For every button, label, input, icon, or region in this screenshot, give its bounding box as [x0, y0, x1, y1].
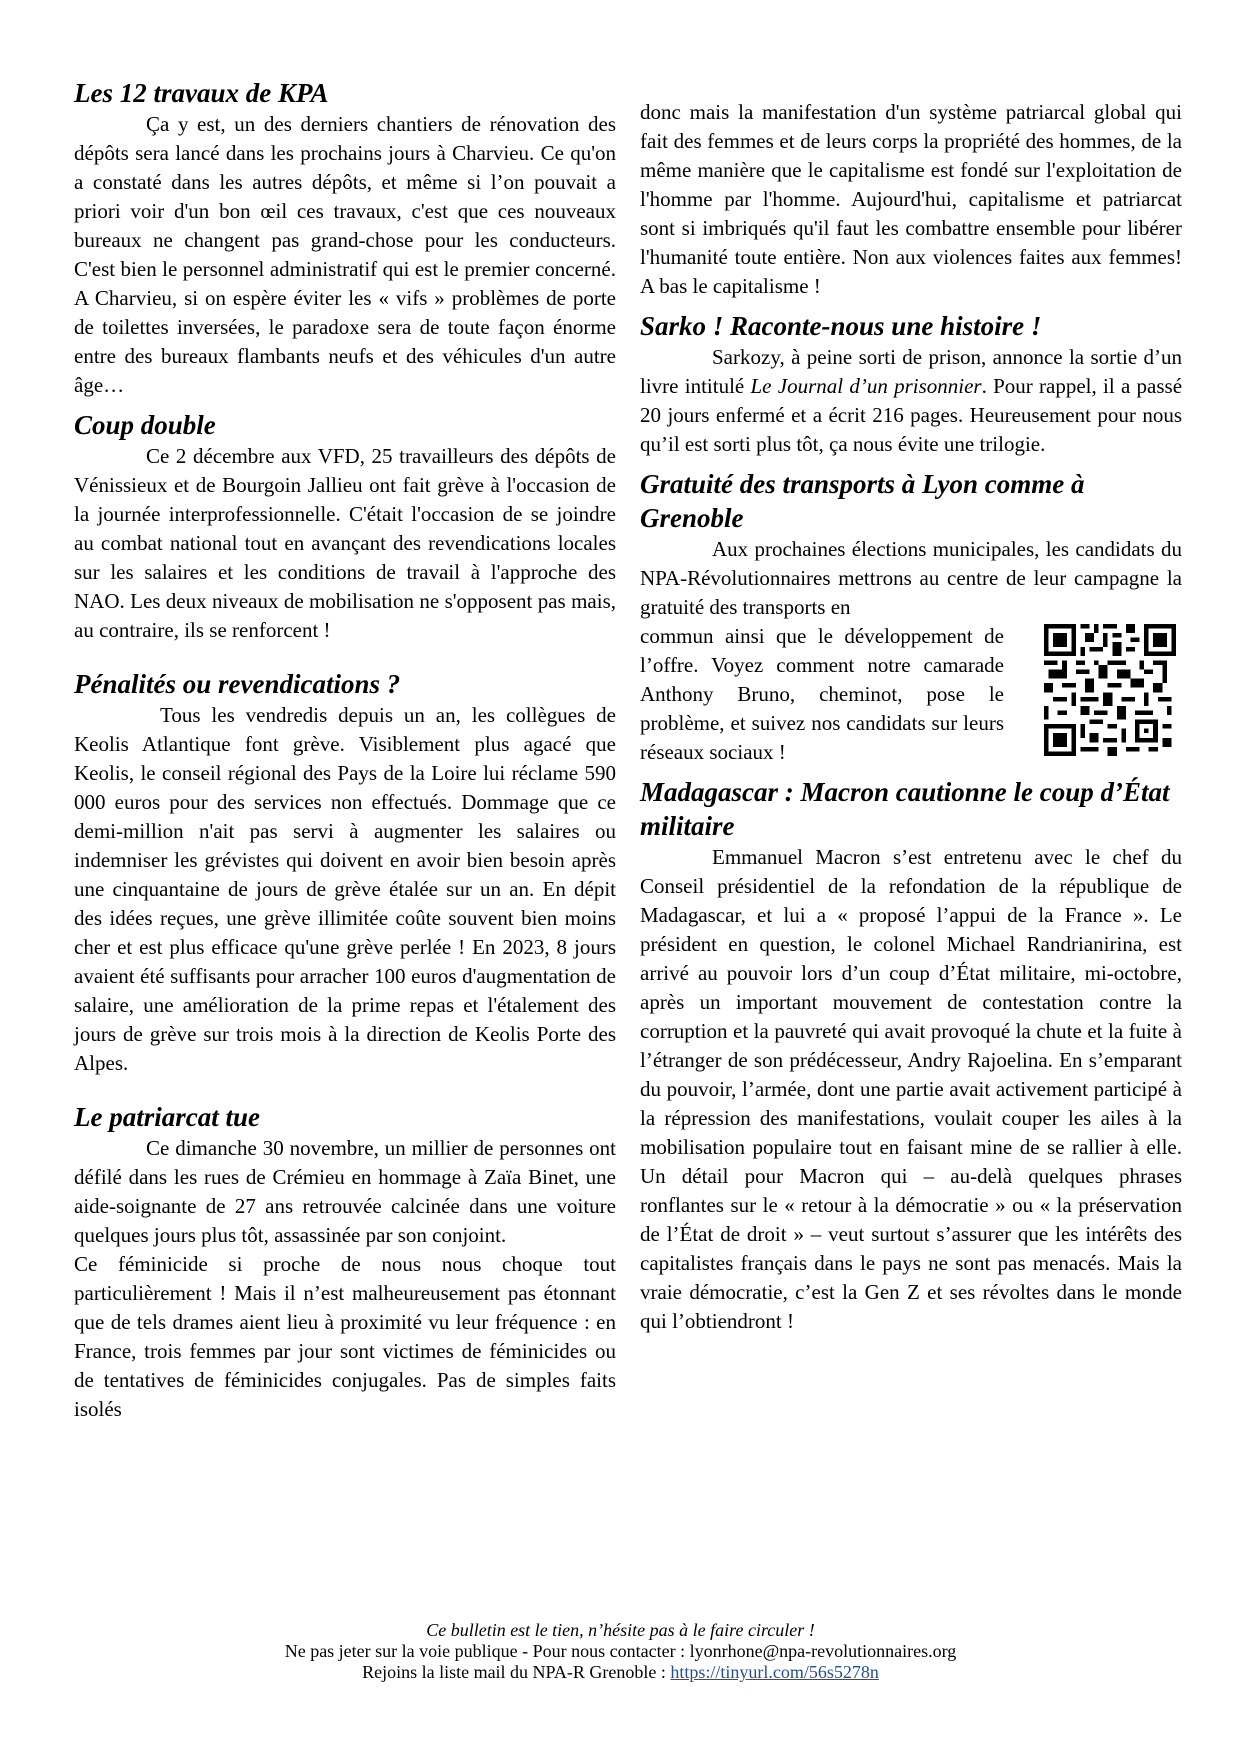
article-body: Ce dimanche 30 novembre, un millier de personnes ont défilé dans les rues de Crémieu en hommage à Zaïa Binet, une aide-soignante de 27 ans retrouvée calcinée dans une voiture quelques jours plus tôt, assassinée par son conjoint.: [74, 1136, 616, 1247]
qr-block: [640, 622, 1182, 767]
article-title: Les 12 travaux de KPA: [74, 78, 329, 108]
article-penalites: [74, 667, 616, 1078]
article-body: Ce 2 décembre aux VFD, 25 travailleurs des dépôts de Vénissieux et de Bourgoin Jallieu ont fait grève à l'occasion de la journée interprofessionnelle. C'était l'occasion de se joindre au combat national tout en avançant des revendications locales sur les salaires et les conditions de travail à l'approche des NAO. Les deux niveaux de mobilisation ne s'opposent pas mais, au contraire, ils se renforcent !: [74, 444, 616, 642]
article-body: Tous les vendredis depuis un an, les collègues de Keolis Atlantique font grève. Visiblement plus agacé que Keolis, le conseil régional des Pays de la Loire lui réclame 590 000 euros pour des services non effectués. Dommage que ce demi-million n'ait pas servi à augmenter les salaires ou indemniser les grévistes qui doivent en avoir bien besoin après une cinquantaine de jours de grève étalée sur un an. En dépit des idées reçues, une grève illimitée coûte souvent bien moins cher et est plus efficace qu'une grève perlée ! En 2023, 8 jours avaient été suffisants pour arracher 100 euros d'augmentation de salaire, une amélioration de la prime repas et l'étalement des jours de grève sur trois mois à la direction de Keolis Porte des Alpes.: [74, 703, 616, 1075]
article-title: Coup double: [74, 410, 216, 440]
article-body: donc mais la manifestation d'un système patriarcal global qui fait des femmes et de leurs corps la propriété des hommes, de la même manière que le capitalisme est fondé sur l'exploitation de l'homme par l'homme. Aujourd'hui, capitalisme et patriarcat sont si imbriqués qu'il faut les combattre ensemble pour libérer l'humanité toute entière. Non aux violences faites aux femmes! A bas le capitalisme !: [640, 100, 1182, 298]
article-gratuite: [640, 467, 1182, 767]
article-text: Sarkozy, à peine sorti de prison, annonce la sortie d’un livre intitulé: [640, 345, 1182, 398]
article-title: Gratuité des transports à Lyon comme à Grenoble: [640, 469, 1085, 533]
footer-tagline: Ce bulletin est le tien, n’hésite pas à le faire circuler !: [426, 1620, 815, 1640]
article-body: Ça y est, un des derniers chantiers de rénovation des dépôts sera lancé dans les prochains jours à Charvieu. Ce qu'on a constaté dans les autres dépôts, et même si l’on pouvait a priori voir d'un bon œil ces travaux, c'est que ces nouveaux bureaux ne changent pas grand-chose pour les conducteurs. C'est bien le personnel administratif qui est le premier concerné. A Charvieu, si on espère éviter les « vifs » problèmes de porte de toilettes inversées, le paradoxe sera de toute façon énorme entre des bureaux flambants neufs et des véhicules d'un autre âge…: [74, 112, 616, 397]
qr-code-icon[interactable]: [1044, 624, 1176, 756]
article-patriarcat-continued: [640, 98, 1182, 301]
footer-mailing: [0, 1662, 1241, 1683]
article-body: Emmanuel Macron s’est entretenu avec le chef du Conseil présidentiel de la refondation de la république de Madagascar, et lui a « proposé l’appui de la France ». Le président en question, le colonel Michael Randrianirina, est arrivé au pouvoir lors d’un coup d’État militaire, mi-octobre, après un important mouvement de contestation contre la corruption et la pauvreté qui avait provoqué la chute et la fuite à l’étranger de son prédécesseur, Andry Rajoelina. En s’emparant du pouvoir, l’armée, dont une partie avait activement participé à la répression des manifestations, voulait couper les ailes à la mobilisation populaire tout en faisant mine de se rallier à elle. Un détail pour Macron qui – au-delà quelques phrases ronflantes sur le « retour à la démocratie » ou « la préservation de l’État de droit » – veut surtout s’assurer que les intérêts des capitalistes français dans le pays ne sont pas menacés. Mais la vraie démocratie, c’est la Gen Z et ses révoltes dans le monde qui l’obtiendront !: [640, 845, 1182, 1333]
article-sarko: [640, 309, 1182, 459]
right-column: [640, 98, 1182, 1336]
footer-mailing-label: Rejoins la liste mail du NPA-R Grenoble :: [362, 1662, 671, 1682]
article-title: Pénalités ou revendications ?: [74, 669, 401, 699]
article-text: . Pour rappel, il a passé 20 jours enfermé et a écrit 216 pages. Heureusement pour nous qu’il est sorti plus tôt, ça nous évite une trilogie.: [640, 374, 1183, 456]
article-title: Sarko ! Raconte-nous une histoire !: [640, 311, 1042, 341]
article-kpa: [74, 76, 616, 400]
article-body: commun ainsi que le développement de l’offre. Voyez comment notre camarade Anthony Bruno, cheminot, pose le problème, et suivez nos candidats sur leurs réseaux sociaux !: [640, 624, 1004, 764]
article-coup-double: [74, 408, 616, 645]
article-body: [640, 343, 1182, 459]
article-body: Ce féminicide si proche de nous nous choque tout particulièrement ! Mais il n’est malheureusement pas étonnant que de tels drames aient lieu à proximité vu leur fréquence : en France, trois femmes par jour sont victimes de féminicides ou de tentatives de féminicides conjugales. Pas de simples faits isolés: [74, 1252, 616, 1421]
footer-contact: Ne pas jeter sur la voie publique - Pour nous contacter : lyonrhone@npa-revolutionnaires.org: [284, 1641, 957, 1661]
article-title: Le patriarcat tue: [74, 1102, 260, 1132]
article-patriarcat: [74, 1100, 616, 1424]
mailing-list-link[interactable]: https://tinyurl.com/56s5278n: [670, 1662, 879, 1682]
book-title: Le Journal d’un prisonnier: [750, 374, 982, 398]
article-title: Madagascar : Macron cautionne le coup d’État militaire: [640, 777, 1170, 841]
footer: [0, 1620, 1241, 1683]
left-column: [74, 76, 616, 1424]
article-body: Aux prochaines élections municipales, les candidats du NPA-Révolutionnaires mettrons au centre de leur campagne la gratuité des transports en: [640, 537, 1182, 619]
article-madagascar: [640, 775, 1182, 1336]
